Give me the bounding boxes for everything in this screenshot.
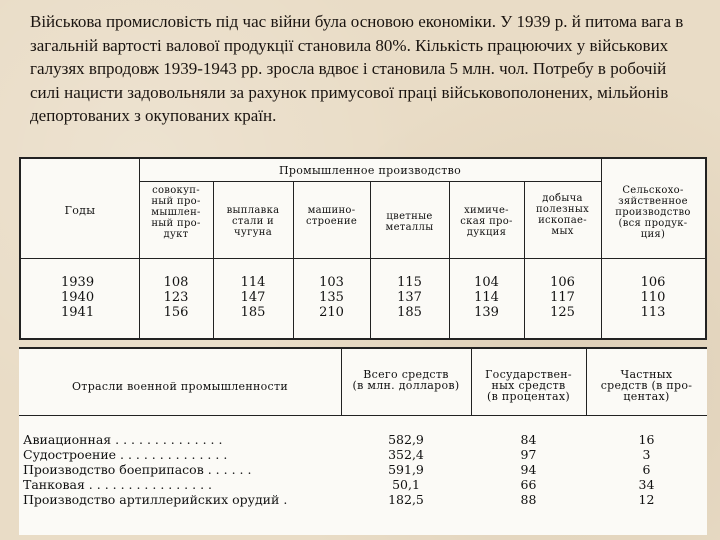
table-divider xyxy=(21,258,705,259)
total-cell: 582,9 xyxy=(388,432,424,447)
table-row-label: Производство артиллерийских орудий . xyxy=(23,492,288,507)
column-header: совокуп- ный про- мышлен- ный про- дукт xyxy=(151,185,201,240)
table-row-label: Производство боеприпасов . . . . . . xyxy=(23,462,252,477)
total-header: Всего средств (в млн. долларов) xyxy=(352,368,460,392)
state-cell: 88 xyxy=(520,492,537,507)
value-column: 106 117 125 xyxy=(550,275,575,320)
total-cell: 182,5 xyxy=(388,492,424,507)
state-cell: 84 xyxy=(520,432,537,447)
table-row-label: Танковая . . . . . . . . . . . . . . . . xyxy=(23,477,212,492)
intro-paragraph: Військова промисловість під час війни була основою економіки. У 1939 р. й питома вага в загальній вартості валової продукції становила 80%. Кількість працюючих у військових галузях впродовж 1939-1943 рр. зросла вдвоє і становила 5 млн. чол. Потребу в робочій силі нацисти задовольняли за рахунок примусової праці військовополонених, мільйонів депортованих з окупованих країн. xyxy=(30,12,684,125)
column-header: машино- строение xyxy=(305,205,358,227)
value-column: 106 110 113 xyxy=(640,275,666,320)
column-header: выплавка стали и чугуна xyxy=(226,205,280,238)
column-header: Сельскохо- зяйственное производство (вся продук- ция) xyxy=(615,185,691,240)
year-labels: 1939 1940 1941 xyxy=(61,275,95,320)
war-industry-financing-table xyxy=(19,347,707,535)
total-cell: 50,1 xyxy=(392,477,420,492)
column-header: добыча полезных ископае- мых xyxy=(535,193,590,237)
private-cell: 12 xyxy=(638,492,655,507)
state-cell: 66 xyxy=(520,477,537,492)
value-column: 103 135 210 xyxy=(319,275,344,320)
private-cell: 34 xyxy=(638,477,655,492)
table-row-label: Авиационная . . . . . . . . . . . . . . xyxy=(23,432,223,447)
branch-header: Отрасли военной промышленности xyxy=(71,380,288,393)
column-header: цветные металлы xyxy=(385,211,434,233)
column-header: химиче- ская про- дукция xyxy=(460,205,513,238)
private-cell: 16 xyxy=(638,432,655,447)
private-cell: 6 xyxy=(642,462,651,477)
state-header: Государствен- ных средств (в процентах) xyxy=(485,368,572,403)
value-column: 114 147 185 xyxy=(240,275,266,320)
years-header: Годы xyxy=(64,204,96,217)
value-column: 104 114 139 xyxy=(474,275,499,320)
total-cell: 591,9 xyxy=(388,462,424,477)
value-column: 115 137 185 xyxy=(397,275,422,320)
state-cell: 94 xyxy=(520,462,537,477)
value-column: 108 123 156 xyxy=(163,275,189,320)
total-cell: 352,4 xyxy=(388,447,424,462)
private-cell: 3 xyxy=(642,447,651,462)
state-cell: 97 xyxy=(520,447,537,462)
production-index-table xyxy=(19,157,707,340)
table-divider xyxy=(19,415,707,416)
private-header: Частных средств (в про- центах) xyxy=(600,368,693,403)
group-header: Промышленное производство xyxy=(278,164,462,177)
table-row-label: Судостроение . . . . . . . . . . . . . . xyxy=(23,447,228,462)
